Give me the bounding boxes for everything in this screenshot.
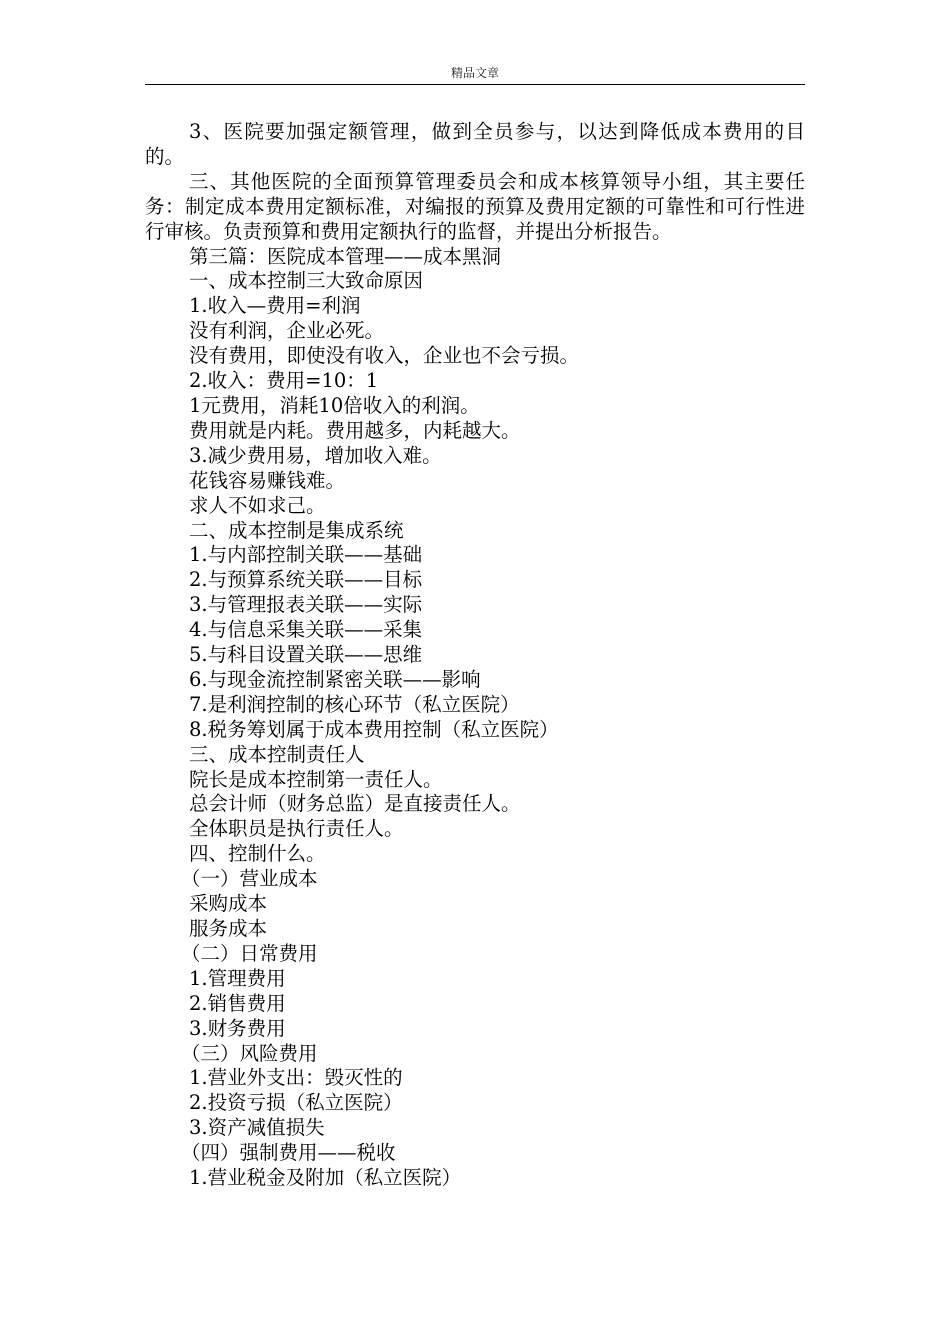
page-header: [145, 62, 805, 85]
document-body: [145, 120, 805, 1191]
list-item: 1.与内部控制关联——基础: [189, 543, 423, 567]
text-line: 2.收入：费用=10：1: [189, 369, 379, 393]
list-item: 2.销售费用: [189, 991, 286, 1015]
list-item: 6.与现金流控制紧密关联——影响: [189, 667, 481, 691]
heading: 二、成本控制是集成系统: [189, 518, 404, 542]
subheading: （三）风险费用: [181, 1041, 318, 1065]
text-line: 总会计师（财务总监）是直接责任人。: [189, 792, 521, 816]
paragraph: 3、医院要加强定额管理，做到全员参与，以达到降低成本费用的目的。: [145, 120, 805, 168]
text-line: 1元费用，消耗10倍收入的利润。: [189, 393, 480, 417]
header-title: 精品文章: [450, 66, 499, 80]
list-item: 3.财务费用: [189, 1016, 286, 1040]
list-item: 8.税务筹划属于成本费用控制（私立医院）: [189, 717, 559, 741]
paragraph: 三、其他医院的全面预算管理委员会和成本核算领导小组，其主要任务：制定成本费用定额标准，对编报的预算及费用定额的可靠性和可行性进行审核。负责预算和费用定额执行的监督，并提出分析报告。: [145, 169, 805, 243]
subheading: （四）强制费用——税收: [181, 1141, 396, 1165]
list-item: 3.资产减值损失: [189, 1116, 325, 1140]
text-line: 费用就是内耗。费用越多，内耗越大。: [189, 418, 521, 442]
list-item: 1.营业税金及附加（私立医院）: [189, 1166, 462, 1190]
list-item: 2.与预算系统关联——目标: [189, 568, 423, 592]
list-item: 1.管理费用: [189, 966, 286, 990]
text-line: 没有利润，企业必死。: [189, 319, 385, 343]
text-line: 采购成本: [189, 892, 268, 916]
text-line: 没有费用，即使没有收入，企业也不会亏损。: [189, 344, 580, 368]
text-line: 花钱容易赚钱难。: [189, 468, 346, 492]
text-line: 服务成本: [189, 917, 268, 940]
heading: 一、成本控制三大致命原因: [189, 269, 424, 293]
heading: 三、成本控制责任人: [189, 742, 365, 766]
heading: 四、控制什么。: [189, 842, 326, 866]
text-line: 院长是成本控制第一责任人。: [189, 767, 443, 791]
list-item: 1.营业外支出：毁灭性的: [189, 1066, 403, 1090]
subheading: （一）营业成本: [181, 867, 318, 891]
list-item: 3.与管理报表关联——实际: [189, 593, 423, 617]
list-item: 7.是利润控制的核心环节（私立医院）: [189, 692, 520, 716]
text-line: 求人不如求己。: [189, 493, 326, 517]
text-line: 1.收入—费用=利润: [189, 294, 361, 318]
section-title: 第三篇：医院成本管理——成本黑洞: [189, 244, 502, 268]
list-item: 4.与信息采集关联——采集: [189, 618, 423, 642]
list-item: 5.与科目设置关联——思维: [189, 643, 423, 667]
list-item: 2.投资亏损（私立医院）: [189, 1091, 403, 1115]
text-line: 全体职员是执行责任人。: [189, 817, 404, 841]
text-line: 3.减少费用易，增加收入难。: [189, 443, 442, 467]
subheading: （二）日常费用: [181, 941, 318, 965]
